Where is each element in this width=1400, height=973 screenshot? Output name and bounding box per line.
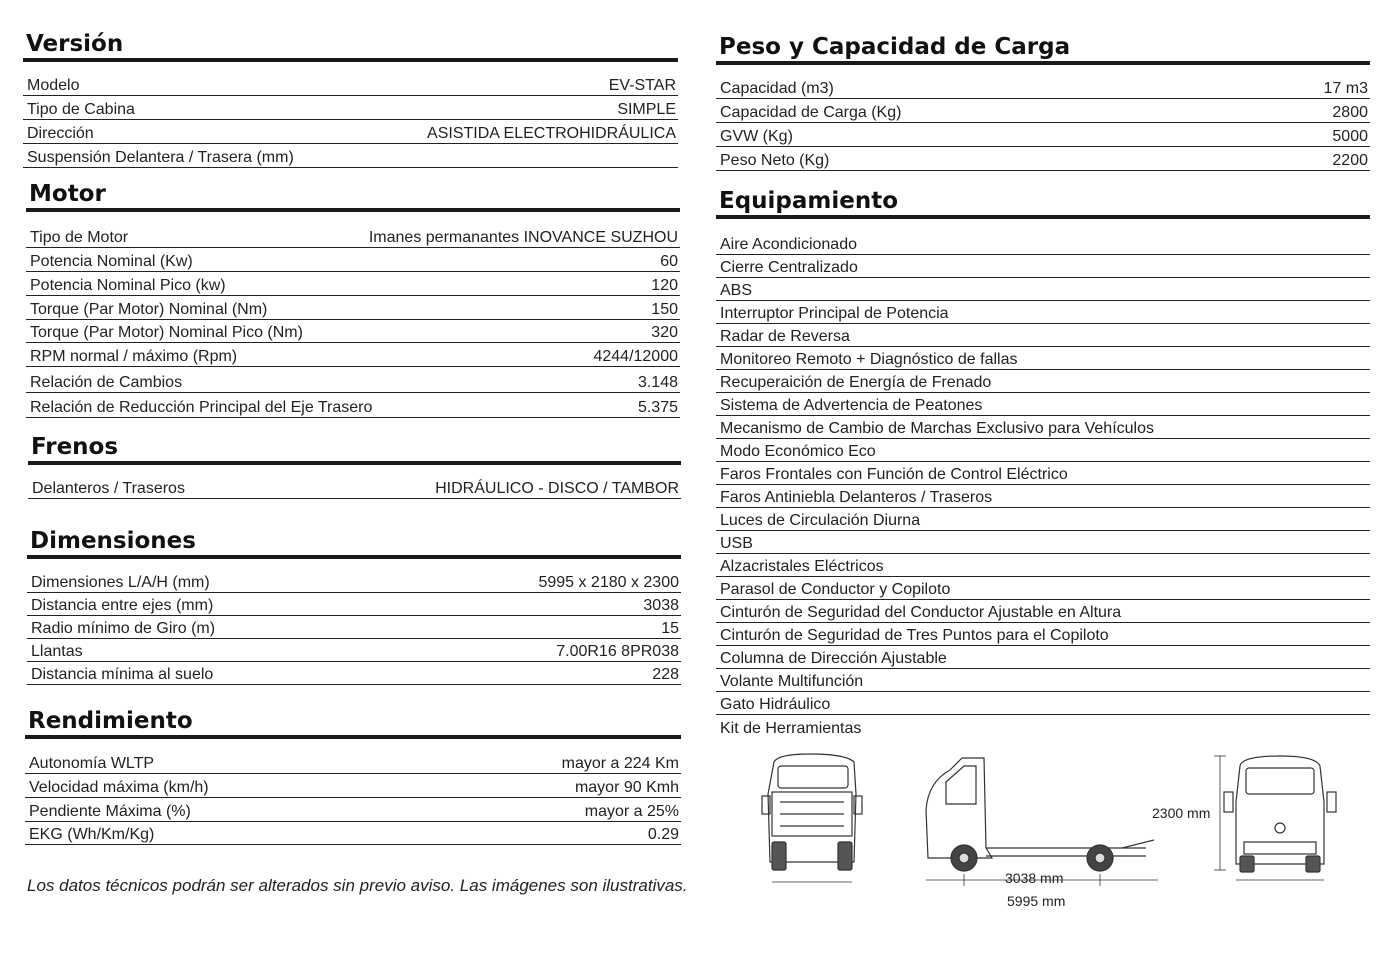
spec-label: Autonomía WLTP [29, 755, 155, 772]
spec-value: 3038 [643, 597, 679, 614]
spec-row [27, 593, 681, 616]
equipment-item [716, 508, 1370, 531]
spec-value: 2200 [1332, 152, 1368, 169]
rendimiento-rows [25, 750, 681, 845]
spec-row [716, 123, 1370, 147]
equipment-label: Kit de Herramientas [720, 720, 862, 737]
spec-label: Distancia entre ejes (mm) [31, 597, 214, 614]
peso-title-rule [716, 61, 1370, 65]
spec-value: 150 [651, 301, 678, 318]
spec-row [23, 120, 678, 144]
spec-label: Peso Neto (Kg) [720, 152, 830, 169]
spec-label: Tipo de Cabina [27, 101, 135, 118]
spec-label: Capacidad de Carga (Kg) [720, 104, 902, 121]
equipment-item [716, 485, 1370, 508]
spec-row [26, 272, 680, 296]
equipment-label: Cinturón de Seguridad de Tres Puntos para el Copiloto [720, 627, 1109, 644]
spec-value: mayor a 224 Km [561, 755, 679, 772]
equipment-item [716, 577, 1370, 600]
equipamiento-title: Equipamiento [719, 188, 899, 214]
equipment-item [716, 669, 1370, 692]
spec-row [26, 296, 680, 320]
spec-value: HIDRÁULICO - DISCO / TAMBOR [435, 480, 679, 497]
equipment-item [716, 416, 1370, 439]
spec-label: Tipo de Motor [30, 229, 129, 246]
equipment-item [716, 646, 1370, 669]
spec-label: Potencia Nominal (Kw) [30, 253, 193, 270]
version-title: Versión [26, 31, 124, 57]
spec-value: 5000 [1332, 128, 1368, 145]
spec-value: Imanes permanantes INOVANCE SUZHOU [368, 229, 678, 246]
length-dimension-label: 5995 mm [1007, 893, 1066, 909]
rendimiento-title: Rendimiento [28, 708, 193, 734]
spec-value: 60 [660, 253, 678, 270]
spec-value: 228 [652, 666, 679, 683]
spec-label: Suspensión Delantera / Trasera (mm) [27, 149, 294, 166]
spec-row [26, 320, 680, 343]
spec-value: 15 [661, 620, 679, 637]
equipment-label: Alzacristales Eléctricos [720, 558, 884, 575]
wheelbase-dimension-label: 3038 mm [1005, 870, 1064, 886]
equipamiento-section [716, 187, 1370, 738]
truck-dimension-diagram [750, 752, 1370, 922]
equipment-item [716, 324, 1370, 347]
spec-row [26, 224, 680, 248]
equipamiento-list [716, 232, 1370, 738]
spec-row [26, 343, 680, 367]
spec-value: mayor 90 Kmh [574, 779, 679, 796]
spec-label: Relación de Reducción Principal del Eje Trasero [30, 399, 373, 416]
spec-row [28, 475, 681, 499]
frenos-rows [28, 475, 681, 499]
peso-section [716, 33, 1370, 171]
peso-rows [716, 75, 1370, 171]
equipment-item [716, 462, 1370, 485]
equipment-item [716, 393, 1370, 416]
spec-value: 4244/12000 [593, 348, 678, 365]
spec-label: Llantas [31, 643, 83, 660]
equipment-label: ABS [720, 282, 753, 299]
spec-label: Radio mínimo de Giro (m) [31, 620, 216, 637]
spec-label: Dirección [27, 125, 94, 142]
truck-diagram-svg [750, 752, 1370, 922]
spec-label: EKG (Wh/Km/Kg) [29, 826, 155, 843]
rendimiento-section [25, 707, 681, 845]
equipment-label: Monitoreo Remoto + Diagnóstico de fallas [720, 351, 1018, 368]
equipment-item [716, 301, 1370, 324]
spec-label: Torque (Par Motor) Nominal Pico (Nm) [30, 324, 303, 341]
equipment-label: Parasol de Conductor y Copiloto [720, 581, 951, 598]
spec-row [23, 144, 678, 168]
motor-section [26, 180, 680, 418]
spec-value: 5995 x 2180 x 2300 [538, 574, 679, 591]
spec-value: 3.148 [637, 374, 678, 391]
equipment-label: Luces de Circulación Diurna [720, 512, 921, 529]
equipment-label: Faros Antiniebla Delanteros / Traseros [720, 489, 993, 506]
equipment-label: Columna de Dirección Ajustable [720, 650, 947, 667]
spec-label: Distancia mínima al suelo [31, 666, 214, 683]
equipment-item [716, 692, 1370, 715]
spec-label: Dimensiones L/A/H (mm) [31, 574, 210, 591]
disclaimer-text: Los datos técnicos podrán ser alterados sin previo aviso. Las imágenes son ilustrativas. [27, 876, 688, 895]
spec-row [26, 393, 680, 418]
equipment-item [716, 255, 1370, 278]
peso-title: Peso y Capacidad de Carga [719, 34, 1071, 60]
spec-value: ASISTIDA ELECTROHIDRÁULICA [427, 125, 676, 142]
spec-row [27, 639, 681, 662]
height-dimension-label: 2300 mm [1152, 805, 1211, 821]
equipment-item [716, 347, 1370, 370]
spec-label: Potencia Nominal Pico (kw) [30, 277, 226, 294]
spec-value: EV-STAR [608, 77, 676, 94]
spec-row [26, 367, 680, 393]
equipment-label: Gato Hidráulico [720, 696, 831, 713]
equipment-label: USB [720, 535, 753, 552]
spec-row [716, 99, 1370, 123]
spec-label: Pendiente Máxima (%) [29, 803, 191, 820]
spec-label: Velocidad máxima (km/h) [29, 779, 209, 796]
spec-row [23, 72, 678, 96]
spec-row [25, 750, 681, 774]
spec-row [716, 75, 1370, 99]
spec-value: 320 [651, 324, 678, 341]
dimensiones-section [27, 527, 681, 685]
equipment-label: Faros Frontales con Función de Control Eléctrico [720, 466, 1068, 483]
spec-row [25, 822, 681, 845]
equipment-item [716, 623, 1370, 646]
version-section [23, 30, 678, 168]
dimensiones-rows [27, 569, 681, 685]
spec-value: mayor a 25% [584, 803, 679, 820]
motor-rows [26, 224, 680, 418]
spec-value: 5.375 [637, 399, 678, 416]
frenos-title: Frenos [31, 434, 119, 460]
equipment-label: Cierre Centralizado [720, 259, 858, 276]
motor-title-rule [26, 208, 680, 212]
dimensiones-title: Dimensiones [30, 528, 196, 554]
spec-label: Modelo [27, 77, 80, 94]
equipment-label: Aire Acondicionado [720, 236, 857, 253]
equipment-item [716, 715, 1370, 738]
equipment-item [716, 531, 1370, 554]
dimensiones-title-rule [27, 555, 681, 559]
spec-label: Delanteros / Traseros [32, 480, 185, 497]
spec-label: GVW (Kg) [720, 128, 793, 145]
spec-row [26, 248, 680, 272]
rendimiento-title-rule [25, 735, 681, 739]
spec-label: Capacidad (m3) [720, 80, 834, 97]
truck-front-view [1214, 756, 1336, 880]
spec-row [23, 96, 678, 120]
spec-value: SIMPLE [617, 101, 676, 118]
equipment-item [716, 232, 1370, 255]
version-title-rule [23, 58, 678, 62]
equipment-item [716, 554, 1370, 577]
spec-value: 17 m3 [1323, 80, 1368, 97]
equipment-label: Sistema de Advertencia de Peatones [720, 397, 983, 414]
equipamiento-title-rule [716, 215, 1370, 219]
equipment-label: Mecanismo de Cambio de Marchas Exclusivo para Vehículos [720, 420, 1154, 437]
equipment-label: Interruptor Principal de Potencia [720, 305, 949, 322]
spec-value: 120 [651, 277, 678, 294]
frenos-title-rule [28, 461, 681, 465]
equipment-item [716, 278, 1370, 301]
equipment-label: Volante Multifunción [720, 673, 864, 690]
spec-row [25, 774, 681, 798]
spec-value: 2800 [1332, 104, 1368, 121]
equipment-item [716, 600, 1370, 623]
spec-row [27, 616, 681, 639]
equipment-label: Modo Económico Eco [720, 443, 876, 460]
equipment-label: Cinturón de Seguridad del Conductor Ajustable en Altura [720, 604, 1122, 621]
spec-row [25, 798, 681, 822]
version-rows [23, 72, 678, 168]
frenos-section [28, 433, 681, 499]
truck-rear-view [762, 754, 862, 882]
spec-row [716, 147, 1370, 171]
truck-side-view [926, 758, 1158, 886]
spec-value: 7.00R16 8PR038 [556, 643, 679, 660]
equipment-item [716, 370, 1370, 393]
spec-row [27, 662, 681, 685]
spec-value: 0.29 [647, 826, 679, 843]
equipment-item [716, 439, 1370, 462]
spec-label: Torque (Par Motor) Nominal (Nm) [30, 301, 268, 318]
motor-title: Motor [29, 181, 106, 207]
equipment-label: Radar de Reversa [720, 328, 850, 345]
spec-label: Relación de Cambios [30, 374, 183, 391]
spec-label: RPM normal / máximo (Rpm) [30, 348, 238, 365]
spec-row [27, 569, 681, 593]
equipment-label: Recuperaición de Energía de Frenado [720, 374, 992, 391]
